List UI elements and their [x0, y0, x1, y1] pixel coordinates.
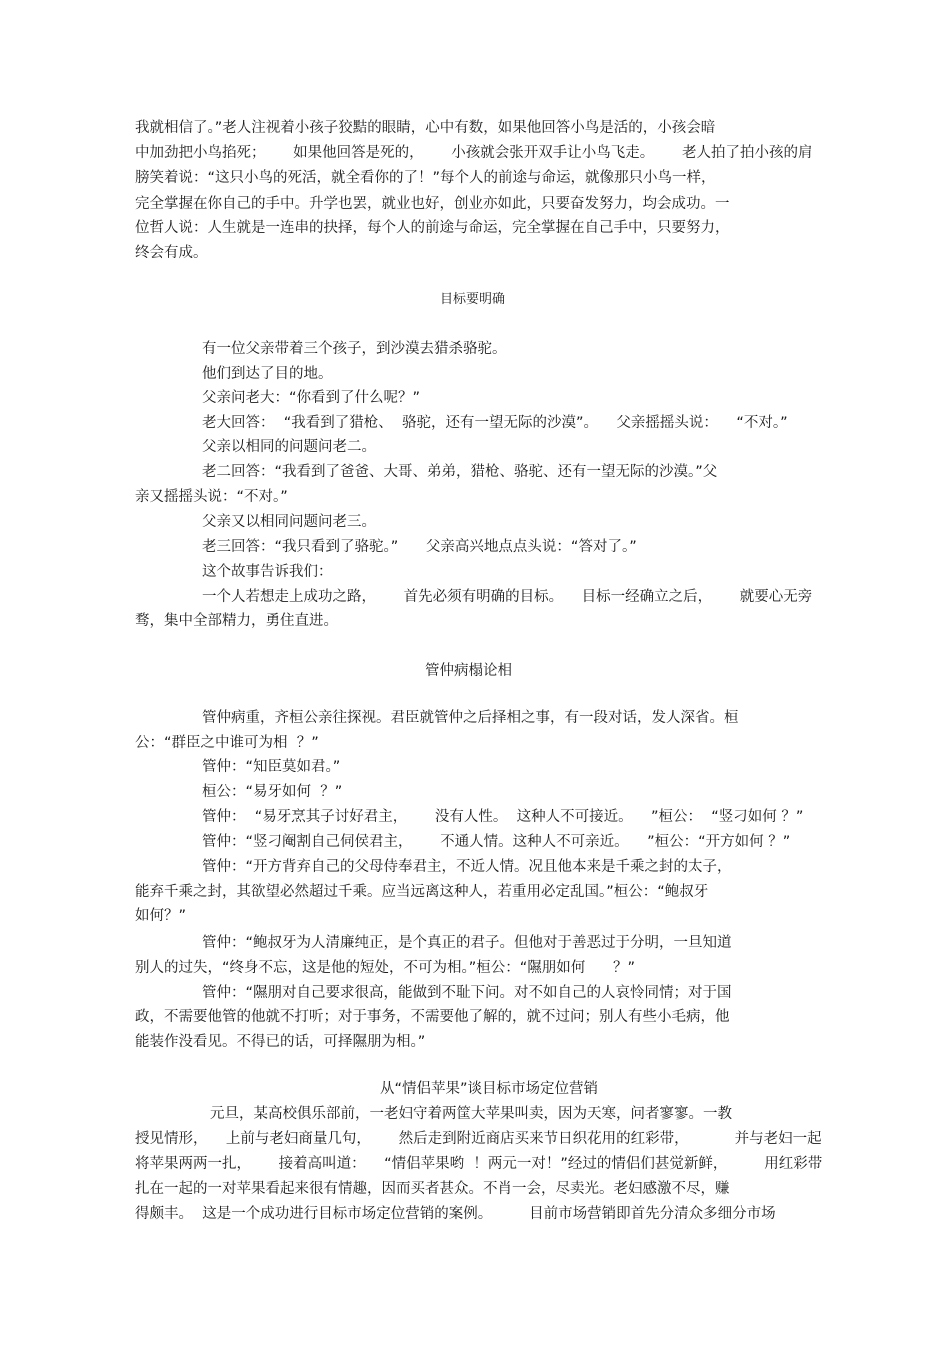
text-line: 授见情形， 上前与老妇商量几句， 然后走到附近商店买来节日织花用的红彩带， 并与老妇一起 [135, 1131, 822, 1147]
section-title: 从“情侣苹果”谈目标市场定位营销 [380, 1081, 599, 1097]
text-line: 将苹果两两一扎， 接着高叫道： “情侣苹果哟 ！两元一对！”经过的情侣们甚觉新鲜， 用红彩带 [135, 1156, 823, 1172]
text-line: 有一位父亲带着三个孩子，到沙漠去猎杀骆驼。 [202, 341, 507, 357]
text-line: 公：“群臣之中谁可为相 ？” [135, 735, 319, 751]
text-line: 一个人若想走上成功之路， 首先必须有明确的目标。 目标一经确立之后， 就要心无旁 [202, 589, 813, 605]
text-line: 完全掌握在你自己的手中。升学也罢，就业也好，创业亦如此，只要奋发努力，均会成功。一 [135, 196, 730, 212]
text-line: 父亲以相同的问题问老二。 [202, 439, 376, 455]
text-line: 管仲病重，齐桓公亲往探视。君臣就管仲之后择相之事，有一段对话，发人深省。桓 [202, 710, 739, 726]
text-line: 能装作没看见。不得已的话，可择隰朋为相。” [135, 1034, 426, 1050]
text-line: 管仲：“知臣莫如君。” [202, 759, 341, 775]
text-line: 能弃千乘之封，其欲望必然超过千乘。应当远离这种人，若重用必定乱国。”桓公：“鲍叔牙 [135, 884, 709, 900]
text-line: 管仲：“隰朋对自己要求很高，能做到不耻下问。对不如自己的人哀怜同情；对于国 [202, 985, 732, 1001]
text-line: 亲又摇摇头说：“不对。” [135, 489, 288, 505]
text-line: 老大回答： “我看到了猎枪、 骆驼，还有一望无际的沙漠”。 父亲摇摇头说： “不对。” [202, 415, 788, 431]
text-line: 管仲： “易牙烹其子讨好君主， 没有人性。 这种人不可接近。 ”桓公： “竖刁如何 ？” [202, 809, 804, 825]
text-line: 骛，集中全部精力，勇住直进。 [135, 613, 338, 629]
text-line: 老三回答：“我只看到了骆驼。” 父亲高兴地点点头说：“答对了。” [202, 539, 637, 555]
section-title: 目标要明确 [440, 292, 506, 307]
text-line: 扎在一起的一对苹果看起来很有情趣，因而买者甚众。不肖一会，尽卖光。老妇感激不尽，赚 [135, 1181, 730, 1197]
section-title: 管仲病榻论相 [425, 663, 512, 679]
text-line: 他们到达了目的地。 [202, 366, 333, 382]
text-line: 管仲：“开方背弃自己的父母侍奉君主，不近人情。况且他本来是千乘之封的太子， [202, 859, 732, 875]
text-line: 这个故事告诉我们： [202, 564, 333, 580]
text-line: 管仲：“竖刁阉割自己伺侯君主， 不通人情。这种人不可亲近。 ”桓公：“开方如何 ？” [202, 834, 791, 850]
text-line: 父亲又以相同问题问老三。 [202, 514, 376, 530]
text-line: 中加劲把小鸟掐死； 如果他回答是死的， 小孩就会张开双手让小鸟飞走。 老人拍了拍小孩的肩 [135, 145, 813, 161]
text-line: 管仲：“鲍叔牙为人清廉纯正，是个真正的君子。但他对于善恶过于分明，一旦知道 [202, 935, 732, 951]
text-line: 我就相信了。”老人注视着小孩子狡黠的眼睛，心中有数，如果他回答小鸟是活的，小孩会暗 [135, 120, 716, 136]
text-line: 位哲人说：人生就是一连串的抉择，每个人的前途与命运，完全掌握在自己手中，只要努力， [135, 220, 730, 236]
text-line: 得颇丰。 这是一个成功进行目标市场定位营销的案例。 目前市场营销即首先分清众多细分市场 [135, 1206, 776, 1222]
text-line: 如何？” [135, 908, 187, 924]
text-line: 政，不需要他管的他就不打听；对于事务，不需要他了解的，就不过问；别人有些小毛病，他 [135, 1009, 730, 1025]
text-line: 终会有成。 [135, 245, 208, 261]
text-line: 老二回答：“我看到了爸爸、大哥、弟弟，猎枪、骆驼、还有一望无际的沙漠。”父 [202, 464, 718, 480]
text-line: 桓公：“易牙如何 ？” [202, 784, 343, 800]
text-line: 别人的过失，“终身不忘，这是他的短处，不可为相。”桓公：“隰朋如何 ？” [135, 960, 635, 976]
text-line: 膀笑着说：“这只小鸟的死活，就全看你的了！”每个人的前途与命运，就像那只小鸟一样， [135, 170, 716, 186]
text-line: 元旦，某高校俱乐部前，一老妇守着两筐大苹果叫卖，因为天寒，问者寥寥。一教 [210, 1106, 732, 1122]
text-line: 父亲问老大：“你看到了什么呢？” [202, 390, 421, 406]
